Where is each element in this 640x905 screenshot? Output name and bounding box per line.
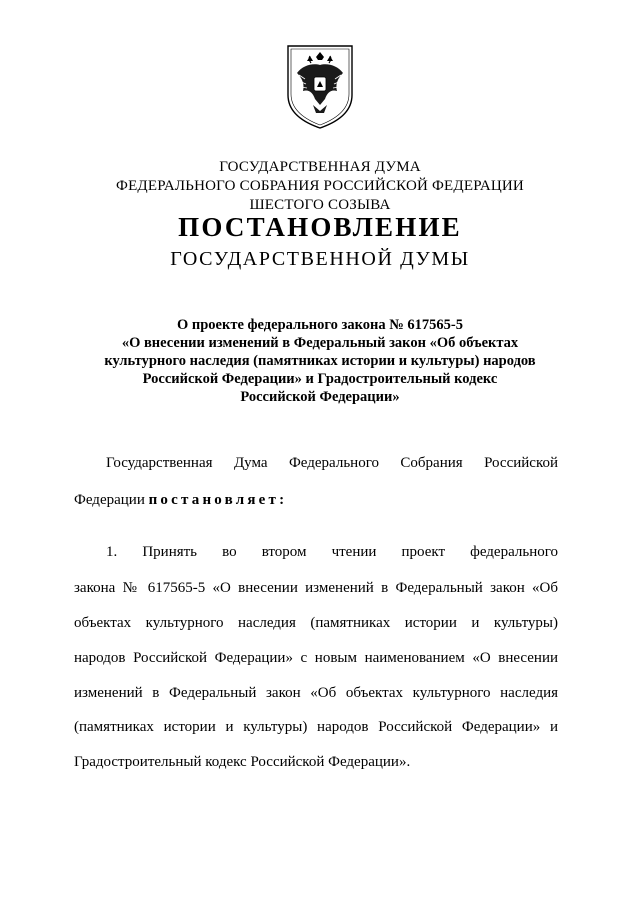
- header-line-convocation: ШЕСТОГО СОЗЫВА: [249, 197, 391, 213]
- coat-of-arms-emblem: [285, 43, 355, 131]
- clause-word: федерального: [470, 544, 559, 560]
- preamble-resolves: постановляет:: [148, 492, 288, 508]
- subject-line-5: Российской Федерации»: [240, 389, 400, 405]
- preamble-word: Собрания: [400, 455, 463, 471]
- clause-word: Принять: [142, 544, 198, 560]
- clause-word: проект: [401, 544, 446, 560]
- subject-line-2: «О внесении изменений в Федеральный закон «Об объектах: [121, 335, 519, 351]
- preamble-word: Государственная: [106, 455, 213, 471]
- clause-1-line-3: объектах культурного наследия (памятниках истории и культуры): [74, 615, 558, 631]
- document-subject: [0, 316, 640, 406]
- preamble-word: Дума: [233, 455, 268, 471]
- preamble-word: Федерального: [288, 455, 379, 471]
- preamble-line-2: [74, 490, 287, 510]
- clause-1-line-2: закона № 617565-5 «О внесении изменений в Федеральный закон «Об: [74, 580, 558, 596]
- subject-line-4: Российской Федерации» и Градостроительный кодекс: [142, 371, 498, 387]
- clause-1-line-4: народов Российской Федерации» с новым наименованием «О внесении: [74, 650, 558, 666]
- document-header: [0, 158, 640, 215]
- clause-1-line-6: (памятниках истории и культуры) народов Российской Федерации» и: [74, 719, 558, 735]
- subject-line-1: О проекте федерального закона № 617565-5: [176, 317, 464, 333]
- clause-word: втором: [261, 544, 307, 560]
- header-line-federal-assembly: ФЕДЕРАЛЬНОГО СОБРАНИЯ РОССИЙСКОЙ ФЕДЕРАЦИИ: [116, 178, 524, 194]
- clause-1-line-7: Градостроительный кодекс Российской Федерации».: [74, 754, 411, 770]
- clause-1-line-1: [106, 542, 558, 562]
- subject-line-3: культурного наследия (памятниках истории и культуры) народов: [104, 353, 536, 369]
- clause-word: во: [222, 544, 237, 560]
- header-line-duma: ГОСУДАРСТВЕННАЯ ДУМА: [219, 159, 421, 175]
- clause-word: 1.: [106, 544, 118, 560]
- clause-word: чтении: [331, 544, 377, 560]
- document-subtitle: ГОСУДАРСТВЕННОЙ ДУМЫ: [170, 248, 470, 270]
- document-title: ПОСТАНОВЛЕНИЕ: [178, 212, 462, 242]
- preamble-word: Российской: [484, 455, 559, 471]
- clause-1-line-5: изменений в Федеральный закон «Об объектах культурного наследия: [74, 685, 558, 701]
- preamble-line-1: [106, 453, 558, 473]
- preamble-federation: Федерации: [74, 492, 149, 508]
